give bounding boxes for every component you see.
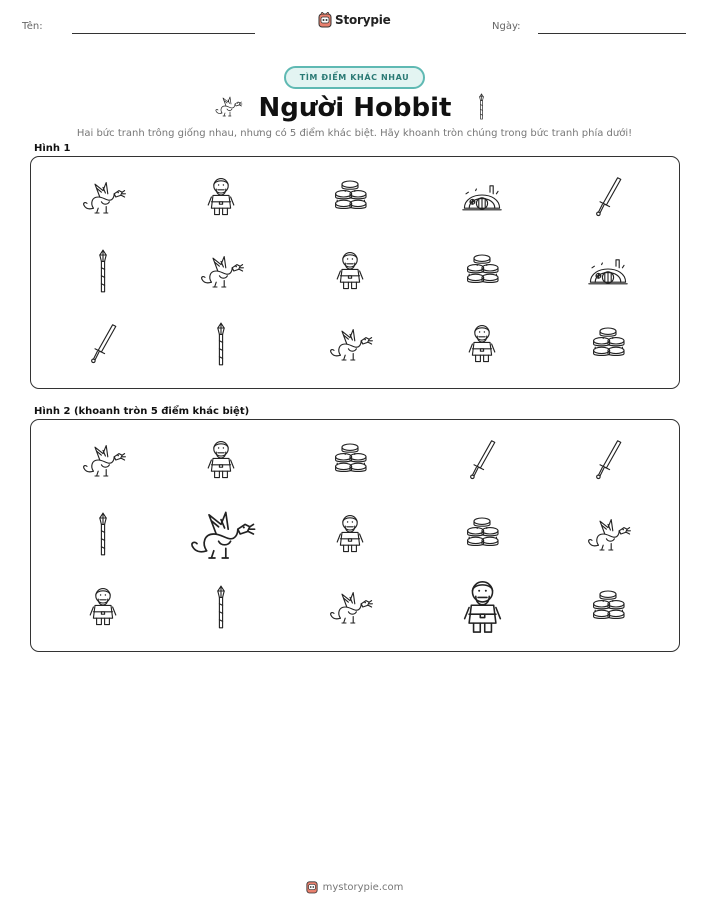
picture1-dragon-icon bbox=[68, 162, 138, 232]
activity-badge: TÌM ĐIỂM KHÁC NHAU bbox=[284, 66, 425, 89]
picture2-label: Hình 2 (khoanh tròn 5 điểm khác biệt) bbox=[34, 406, 250, 417]
picture1-dwarf-icon bbox=[447, 309, 517, 379]
picture2-dragon-icon[interactable] bbox=[315, 572, 385, 642]
name-line[interactable] bbox=[72, 33, 255, 34]
picture1-coins-icon bbox=[573, 309, 643, 379]
picture1-dwarf-icon bbox=[186, 162, 256, 232]
picture2-coins-icon[interactable] bbox=[573, 572, 643, 642]
picture1-coins-icon bbox=[315, 162, 385, 232]
picture2-staff-icon[interactable] bbox=[186, 572, 256, 642]
picture1-hobbit-house-icon bbox=[573, 236, 643, 306]
picture2-dragon-icon[interactable] bbox=[169, 482, 274, 587]
page-title: Người Hobbit bbox=[258, 93, 452, 123]
picture1-hobbit-house-icon bbox=[447, 162, 517, 232]
instructions: Hai bức tranh trông giống nhau, nhưng có 5 điểm khác biệt. Hãy khoanh tròn chúng trong bức tranh phía dưới! bbox=[76, 128, 633, 139]
title-staff-icon bbox=[467, 92, 496, 125]
picture2-dwarf-icon[interactable] bbox=[433, 558, 531, 656]
footer-url: mystorypie.com bbox=[322, 881, 404, 893]
picture2-dwarf-icon[interactable] bbox=[68, 572, 138, 642]
brand-logo bbox=[318, 12, 391, 28]
picture1-sword-icon bbox=[573, 162, 643, 232]
footer bbox=[0, 880, 709, 894]
picture2-panel bbox=[30, 419, 680, 652]
picture2-dragon-icon[interactable] bbox=[573, 499, 643, 569]
picture2-sword-icon[interactable] bbox=[447, 425, 517, 495]
picture1-dwarf-icon bbox=[315, 236, 385, 306]
picture1-grid bbox=[31, 157, 679, 388]
picture2-sword-icon[interactable] bbox=[573, 425, 643, 495]
brand-name: Storypie bbox=[335, 13, 391, 27]
picture2-dwarf-icon[interactable] bbox=[315, 499, 385, 569]
picture1-staff-icon bbox=[186, 309, 256, 379]
picture1-staff-icon bbox=[68, 236, 138, 306]
picture2-grid[interactable] bbox=[31, 420, 679, 651]
storypie-mascot-icon bbox=[318, 12, 332, 28]
date-line[interactable] bbox=[538, 33, 686, 34]
picture1-coins-icon bbox=[447, 236, 517, 306]
picture1-label: Hình 1 bbox=[34, 143, 71, 154]
picture1-dragon-icon bbox=[315, 309, 385, 379]
date-label: Ngày: bbox=[492, 21, 521, 32]
picture2-dragon-icon[interactable] bbox=[68, 425, 138, 495]
picture1-panel bbox=[30, 156, 680, 389]
title-row bbox=[0, 91, 709, 125]
picture2-staff-icon[interactable] bbox=[68, 499, 138, 569]
name-label: Tên: bbox=[22, 21, 43, 32]
picture1-sword-icon bbox=[68, 309, 138, 379]
picture1-dragon-icon bbox=[186, 236, 256, 306]
title-dragon-icon bbox=[213, 91, 243, 125]
picture2-coins-icon[interactable] bbox=[315, 425, 385, 495]
storypie-mascot-icon bbox=[306, 880, 318, 894]
